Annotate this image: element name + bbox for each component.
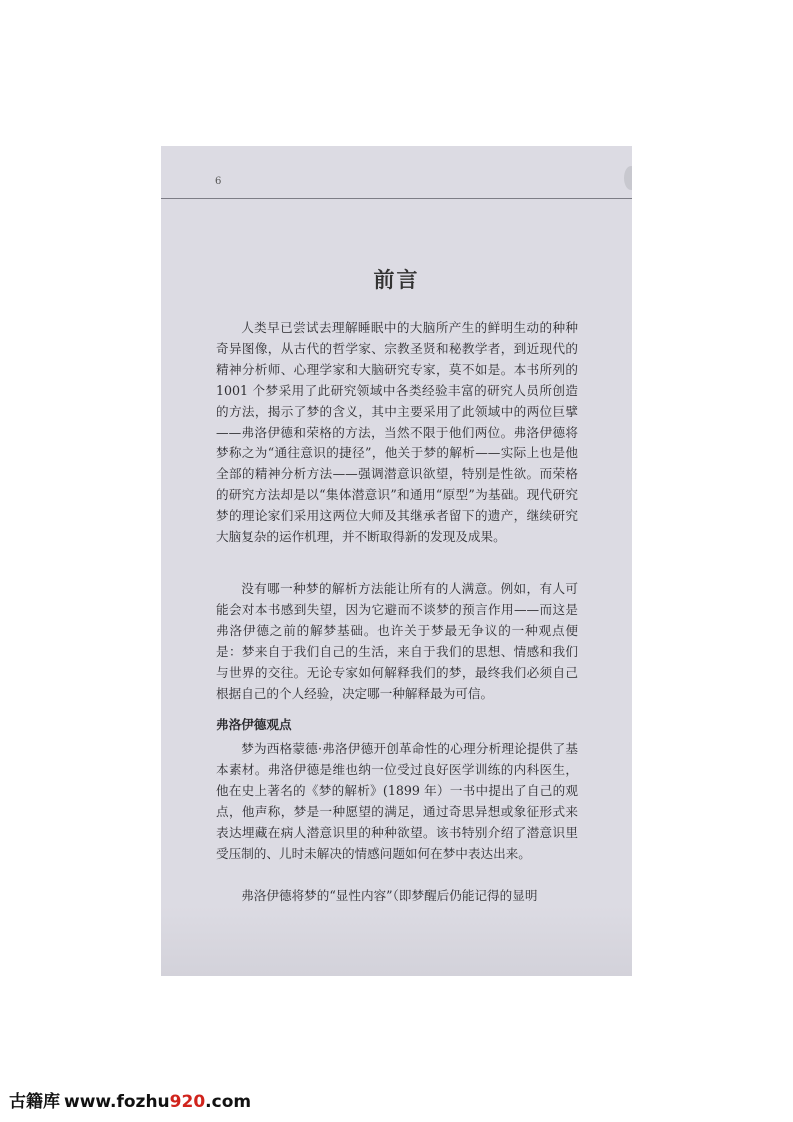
- section-paragraph-1: 梦为西格蒙德·弗洛伊德开创革命性的心理分析理论提供了基本素材。弗洛伊德是维也纳一位受过良好医学训练的内科医生，他在史上著名的《梦的解析》(1899 年）一书中提出了自己的观点，他声称，梦是一种愿望的满足，通过奇思异想或象征形式来表达埋藏在病人潜意识里的种种欲望。该书特别介绍了潜意识里受压制的、儿时未解决的情感问题如何在梦中表达出来。: [216, 741, 578, 861]
- header-rule: [161, 198, 632, 199]
- chapter-title: 前言: [373, 267, 420, 292]
- section-paragraph-2: 弗洛伊德将梦的“显性内容”（即梦醒后仍能记得的显明: [241, 888, 538, 903]
- paragraph-1: 人类早已尝试去理解睡眠中的大脑所产生的鲜明生动的种种奇异图像，从古代的哲学家、宗教圣贤和秘教学者，到近现代的精神分析师、心理学家和大脑研究专家，莫不如是。本书所列的 1001 个梦采用了此研究领域中各类经验丰富的研究人员所创造的方法，揭示了梦的含义，其中主要采用了此领域中的两位巨擘——弗洛伊德和荣格的方法，当然不限于他们两位。弗洛伊德将梦称之为“通往意识的捷径”，他关于梦的解析——实际上也是他全部的精神分析方法——强调潜意识欲望，特别是性欲。而荣格的研究方法却是以“集体潜意识”和通用“原型”为基础。现代研究梦的理论家们采用这两位大师及其继承者留下的遗产，继续研究大脑复杂的运作机理，并不断取得新的发现及成果。: [216, 320, 578, 545]
- site-watermark: [9, 1087, 251, 1112]
- watermark-url-number: 920: [169, 1092, 206, 1112]
- section-heading: 弗洛伊德观点: [216, 717, 292, 732]
- page-edge-curl: [624, 166, 632, 190]
- paragraph-2: 没有哪一种梦的解析方法能让所有的人满意。例如，有人可能会对本书感到失望，因为它避而不谈梦的预言作用——而这是弗洛伊德之前的解梦基础。也许关于梦最无争议的一种观点便是：梦来自于我们自己的生活，来自于我们的思想、情感和我们与世界的交往。无论专家如何解释我们的梦，最终我们必须自己根据自己的个人经验，决定哪一种解释最为可信。: [216, 581, 578, 701]
- scan-bottom-shade: [161, 906, 632, 976]
- watermark-url-end: .com: [205, 1092, 252, 1112]
- scanned-page: [161, 146, 632, 976]
- watermark-url-start: www.fozhu: [64, 1092, 170, 1112]
- page-number: 6: [215, 176, 222, 187]
- watermark-site-name: 古籍库: [9, 1092, 60, 1112]
